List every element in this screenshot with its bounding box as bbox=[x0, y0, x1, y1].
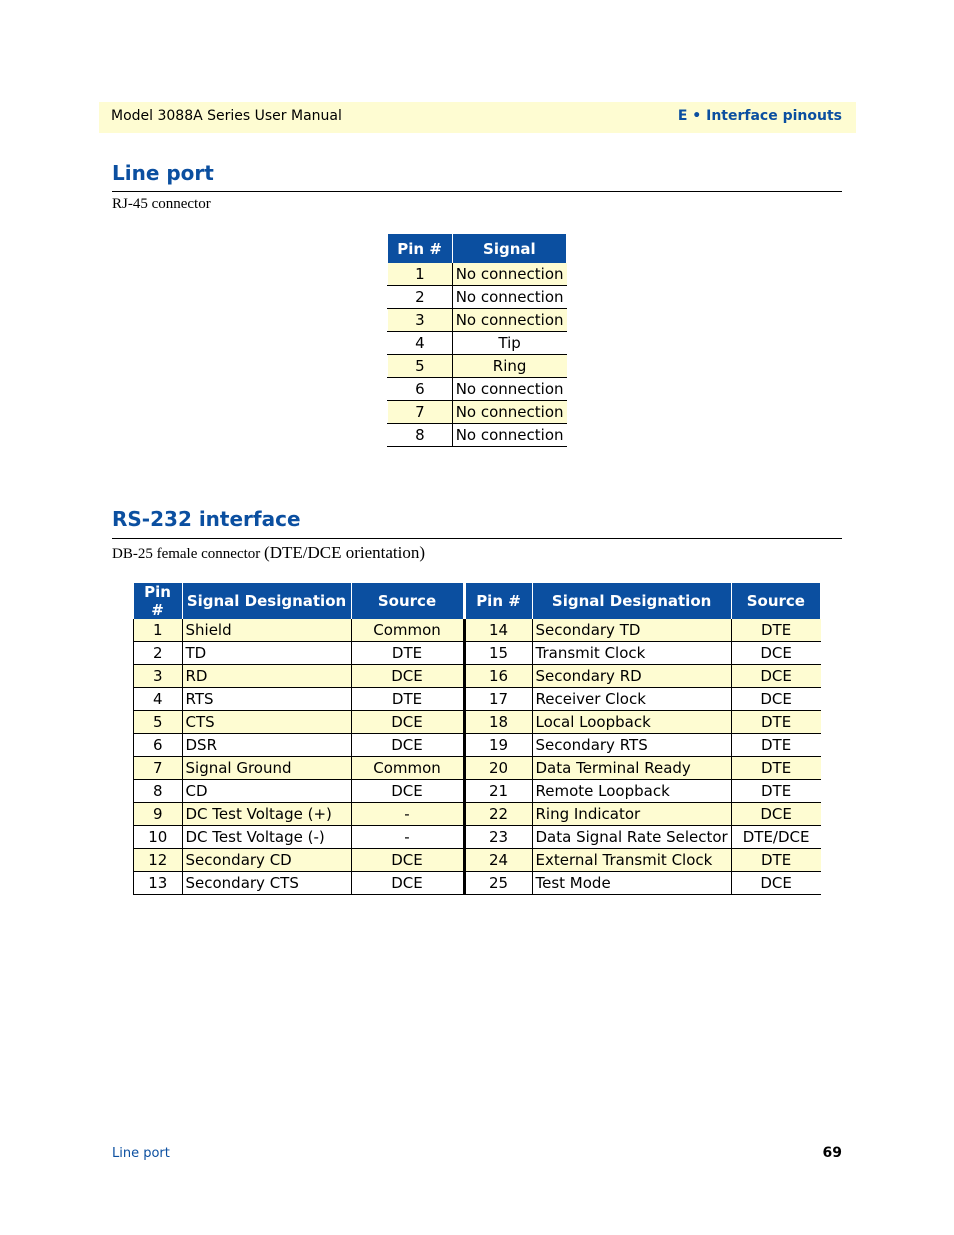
manual-title: Model 3088A Series User Manual bbox=[111, 108, 342, 124]
pin-cell: 19 bbox=[464, 734, 532, 757]
line-port-heading: Line port bbox=[112, 161, 214, 185]
signal-cell: Signal Ground bbox=[182, 757, 351, 780]
pin-cell: 14 bbox=[464, 619, 532, 642]
pin-cell: 12 bbox=[134, 849, 183, 872]
source-cell: DCE bbox=[731, 688, 820, 711]
pin-cell: 7 bbox=[388, 401, 453, 424]
table-row bbox=[134, 872, 821, 895]
pin-cell: 7 bbox=[134, 757, 183, 780]
pin-cell: 24 bbox=[464, 849, 532, 872]
source-cell: DCE bbox=[351, 872, 464, 895]
source-cell: DTE bbox=[731, 711, 820, 734]
signal-cell: Secondary CTS bbox=[182, 872, 351, 895]
signal-cell: TD bbox=[182, 642, 351, 665]
source-cell: DTE/DCE bbox=[731, 826, 820, 849]
pin-cell: 20 bbox=[464, 757, 532, 780]
source-cell: DTE bbox=[731, 619, 820, 642]
signal-cell: Ring bbox=[452, 355, 566, 378]
col-header-pin-b: Pin # bbox=[464, 583, 532, 619]
page-number: 69 bbox=[822, 1145, 842, 1161]
pin-cell: 22 bbox=[464, 803, 532, 826]
pin-cell: 3 bbox=[134, 665, 183, 688]
signal-cell: DSR bbox=[182, 734, 351, 757]
table-row bbox=[134, 780, 821, 803]
signal-cell: No connection bbox=[452, 401, 566, 424]
table-row bbox=[388, 309, 567, 332]
pin-cell: 8 bbox=[388, 424, 453, 447]
table-row bbox=[134, 711, 821, 734]
pin-cell: 21 bbox=[464, 780, 532, 803]
col-header-source-a: Source bbox=[351, 583, 464, 619]
signal-cell: Test Mode bbox=[532, 872, 731, 895]
pin-cell: 23 bbox=[464, 826, 532, 849]
pin-cell: 5 bbox=[134, 711, 183, 734]
signal-cell: No connection bbox=[452, 378, 566, 401]
pin-cell: 4 bbox=[134, 688, 183, 711]
source-cell: DCE bbox=[351, 665, 464, 688]
pin-cell: 3 bbox=[388, 309, 453, 332]
source-cell: DCE bbox=[731, 872, 820, 895]
table-row bbox=[388, 378, 567, 401]
signal-cell: Local Loopback bbox=[532, 711, 731, 734]
table-row bbox=[134, 734, 821, 757]
source-cell: DCE bbox=[731, 803, 820, 826]
rs232-heading: RS-232 interface bbox=[112, 507, 301, 531]
source-cell: DTE bbox=[731, 734, 820, 757]
pin-cell: 5 bbox=[388, 355, 453, 378]
source-cell: Common bbox=[351, 757, 464, 780]
signal-cell: Receiver Clock bbox=[532, 688, 731, 711]
signal-cell: CD bbox=[182, 780, 351, 803]
signal-cell: Remote Loopback bbox=[532, 780, 731, 803]
footer-section: Line port bbox=[112, 1146, 170, 1161]
table-row bbox=[388, 286, 567, 309]
pin-cell: 18 bbox=[464, 711, 532, 734]
col-header-signal-b: Signal Designation bbox=[532, 583, 731, 619]
signal-cell: Secondary RD bbox=[532, 665, 731, 688]
rs232-caption bbox=[112, 543, 425, 563]
pin-cell: 4 bbox=[388, 332, 453, 355]
table-row bbox=[388, 424, 567, 447]
signal-cell: DC Test Voltage (-) bbox=[182, 826, 351, 849]
signal-cell: DC Test Voltage (+) bbox=[182, 803, 351, 826]
signal-cell: Data Terminal Ready bbox=[532, 757, 731, 780]
pin-cell: 6 bbox=[388, 378, 453, 401]
pin-cell: 13 bbox=[134, 872, 183, 895]
source-cell: DCE bbox=[351, 849, 464, 872]
signal-cell: No connection bbox=[452, 424, 566, 447]
signal-cell: Transmit Clock bbox=[532, 642, 731, 665]
rs232-caption-connector: DB-25 female connector bbox=[112, 546, 265, 562]
signal-cell: External Transmit Clock bbox=[532, 849, 731, 872]
signal-cell: RD bbox=[182, 665, 351, 688]
signal-cell: Ring Indicator bbox=[532, 803, 731, 826]
source-cell: DTE bbox=[731, 757, 820, 780]
col-header-signal: Signal bbox=[452, 234, 566, 263]
pin-cell: 6 bbox=[134, 734, 183, 757]
running-header bbox=[99, 102, 856, 133]
col-header-pin-a: Pin # bbox=[134, 583, 183, 619]
table-row bbox=[388, 332, 567, 355]
signal-cell: Secondary TD bbox=[532, 619, 731, 642]
pin-cell: 2 bbox=[388, 286, 453, 309]
table-row bbox=[388, 401, 567, 424]
pin-cell: 10 bbox=[134, 826, 183, 849]
source-cell: DCE bbox=[351, 780, 464, 803]
signal-cell: CTS bbox=[182, 711, 351, 734]
pin-cell: 1 bbox=[388, 263, 453, 286]
signal-cell: Secondary CD bbox=[182, 849, 351, 872]
source-cell: DTE bbox=[351, 642, 464, 665]
col-header-source-b: Source bbox=[731, 583, 820, 619]
table-row bbox=[134, 688, 821, 711]
table-row bbox=[388, 263, 567, 286]
signal-cell: No connection bbox=[452, 263, 566, 286]
table-row bbox=[134, 826, 821, 849]
pin-cell: 16 bbox=[464, 665, 532, 688]
pin-cell: 1 bbox=[134, 619, 183, 642]
signal-cell: No connection bbox=[452, 309, 566, 332]
source-cell: DTE bbox=[731, 849, 820, 872]
signal-cell: Data Signal Rate Selector bbox=[532, 826, 731, 849]
source-cell: Common bbox=[351, 619, 464, 642]
table-row bbox=[134, 803, 821, 826]
pin-cell: 17 bbox=[464, 688, 532, 711]
col-header-pin: Pin # bbox=[388, 234, 453, 263]
table-row bbox=[134, 757, 821, 780]
source-cell: DTE bbox=[351, 688, 464, 711]
pin-cell: 8 bbox=[134, 780, 183, 803]
signal-cell: No connection bbox=[452, 286, 566, 309]
table-row bbox=[134, 849, 821, 872]
line-port-rule bbox=[112, 191, 842, 192]
signal-cell: Shield bbox=[182, 619, 351, 642]
signal-cell: Secondary RTS bbox=[532, 734, 731, 757]
table-row bbox=[134, 665, 821, 688]
source-cell: DCE bbox=[351, 734, 464, 757]
line-port-table bbox=[387, 234, 567, 447]
pin-cell: 25 bbox=[464, 872, 532, 895]
source-cell: DCE bbox=[731, 665, 820, 688]
table-row bbox=[134, 619, 821, 642]
pin-cell: 2 bbox=[134, 642, 183, 665]
signal-cell: RTS bbox=[182, 688, 351, 711]
col-header-signal-a: Signal Designation bbox=[182, 583, 351, 619]
source-cell: DCE bbox=[731, 642, 820, 665]
line-port-caption: RJ-45 connector bbox=[112, 196, 211, 212]
source-cell: - bbox=[351, 803, 464, 826]
rs232-caption-orientation: (DTE/DCE orientation) bbox=[264, 543, 426, 562]
pin-cell: 15 bbox=[464, 642, 532, 665]
signal-cell: Tip bbox=[452, 332, 566, 355]
source-cell: DCE bbox=[351, 711, 464, 734]
chapter-title: E • Interface pinouts bbox=[677, 108, 842, 124]
table-row bbox=[388, 355, 567, 378]
rs232-rule bbox=[112, 538, 842, 539]
source-cell: DTE bbox=[731, 780, 820, 803]
table-row bbox=[134, 642, 821, 665]
pin-cell: 9 bbox=[134, 803, 183, 826]
source-cell: - bbox=[351, 826, 464, 849]
rs232-table bbox=[133, 583, 821, 895]
